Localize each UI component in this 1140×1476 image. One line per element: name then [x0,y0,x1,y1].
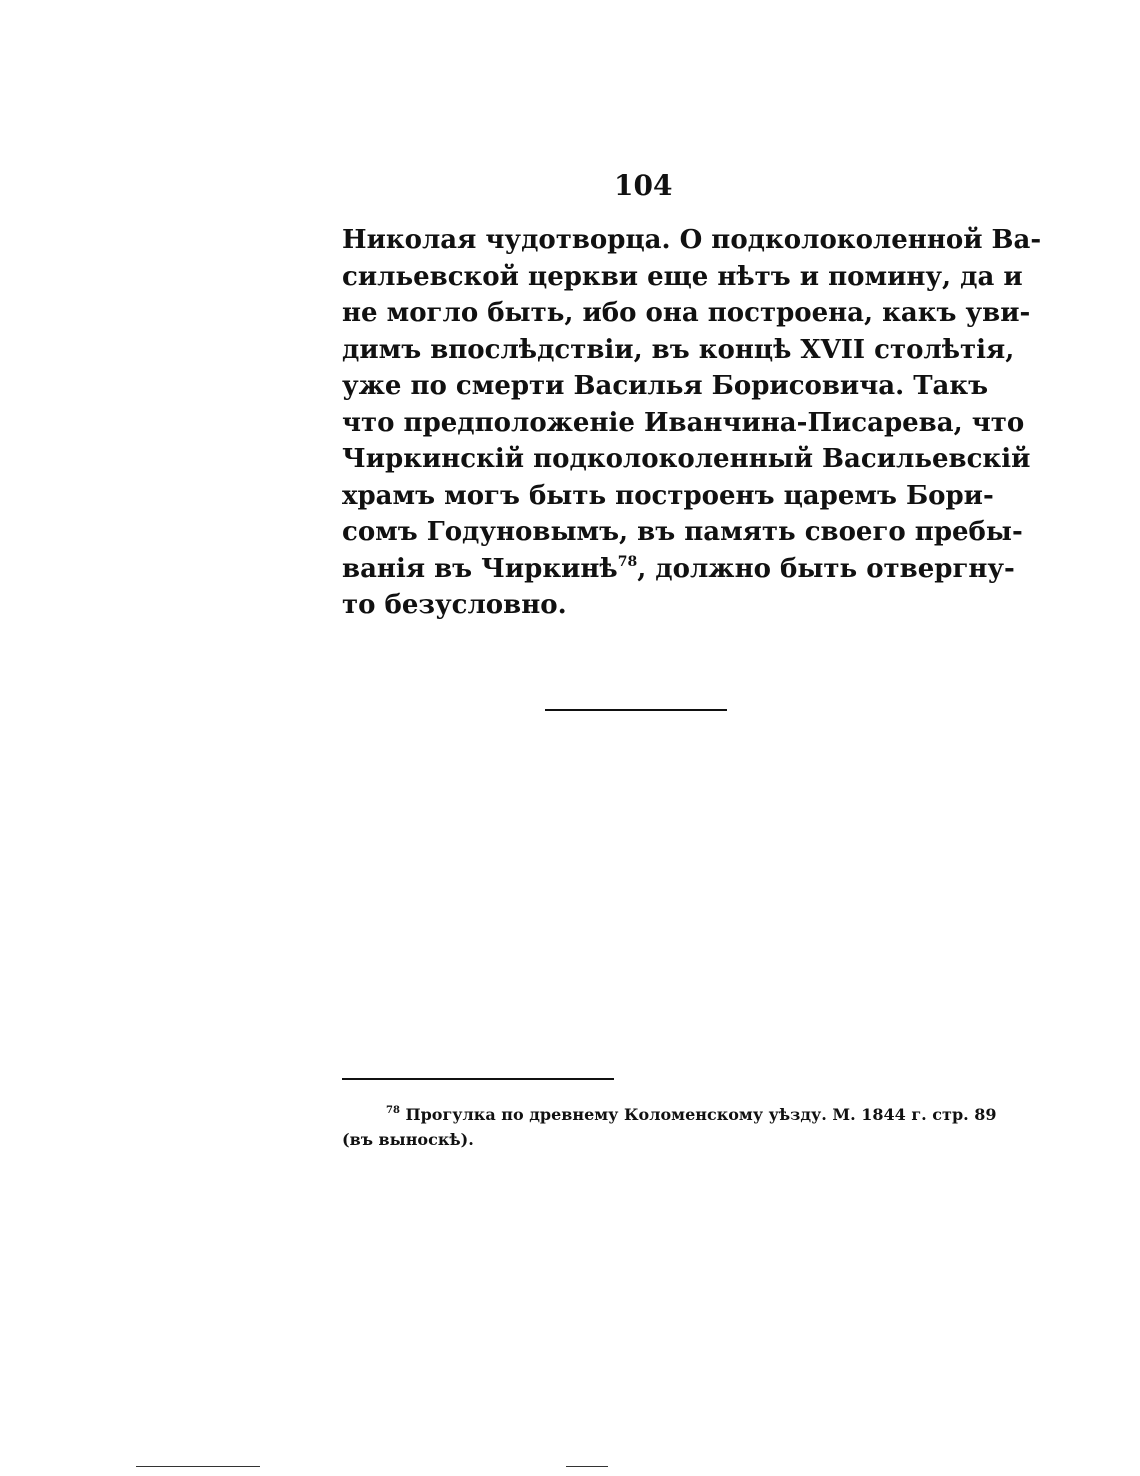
footnote-separator [342,1078,614,1080]
text-fragment: , должно быть отвергну- [637,553,1015,584]
footnote-marker: 78 [386,1105,400,1116]
footnote-line [342,1102,997,1127]
text-line: не могло быть, ибо она построена, какъ уви- [342,298,1031,328]
footnote [342,1102,997,1152]
bottom-edge-rule [566,1466,608,1467]
text-line [342,551,1015,588]
section-end-rule [545,709,727,711]
footnote-text: Прогулка по древнему Коломенскому уѣзду. М. 1844 г. стр. 89 [399,1105,997,1124]
text-line: сильевской церкви еще нѣтъ и помину, да и [342,261,1023,292]
text-line: сомъ Годуновымъ, въ память своего пребы- [342,517,1023,547]
main-text [342,222,1042,624]
footnote-reference[interactable]: 78 [617,553,638,570]
text-line: Николая чудотворца. О подколоколенной Ва- [342,225,1042,255]
text-line: то безусловно. [342,590,567,620]
text-line: что предположеніе Иванчина-Писарева, что [342,407,1025,438]
text-line: Чиркинскій подколоколенный Васильевскій [342,444,1031,474]
footnote-line: (въ выноскѣ). [342,1130,474,1149]
text-line: димъ впослѣдствіи, въ концѣ XVII столѣтія, [342,334,1015,365]
text-line: уже по смерти Василья Борисовича. Такъ [342,371,989,401]
bottom-edge-rule [136,1466,260,1467]
text-fragment: ванія въ Чиркинѣ [342,553,618,584]
page-number: 104 [614,169,673,202]
text-line: храмъ могъ быть построенъ царемъ Бори- [342,480,994,511]
